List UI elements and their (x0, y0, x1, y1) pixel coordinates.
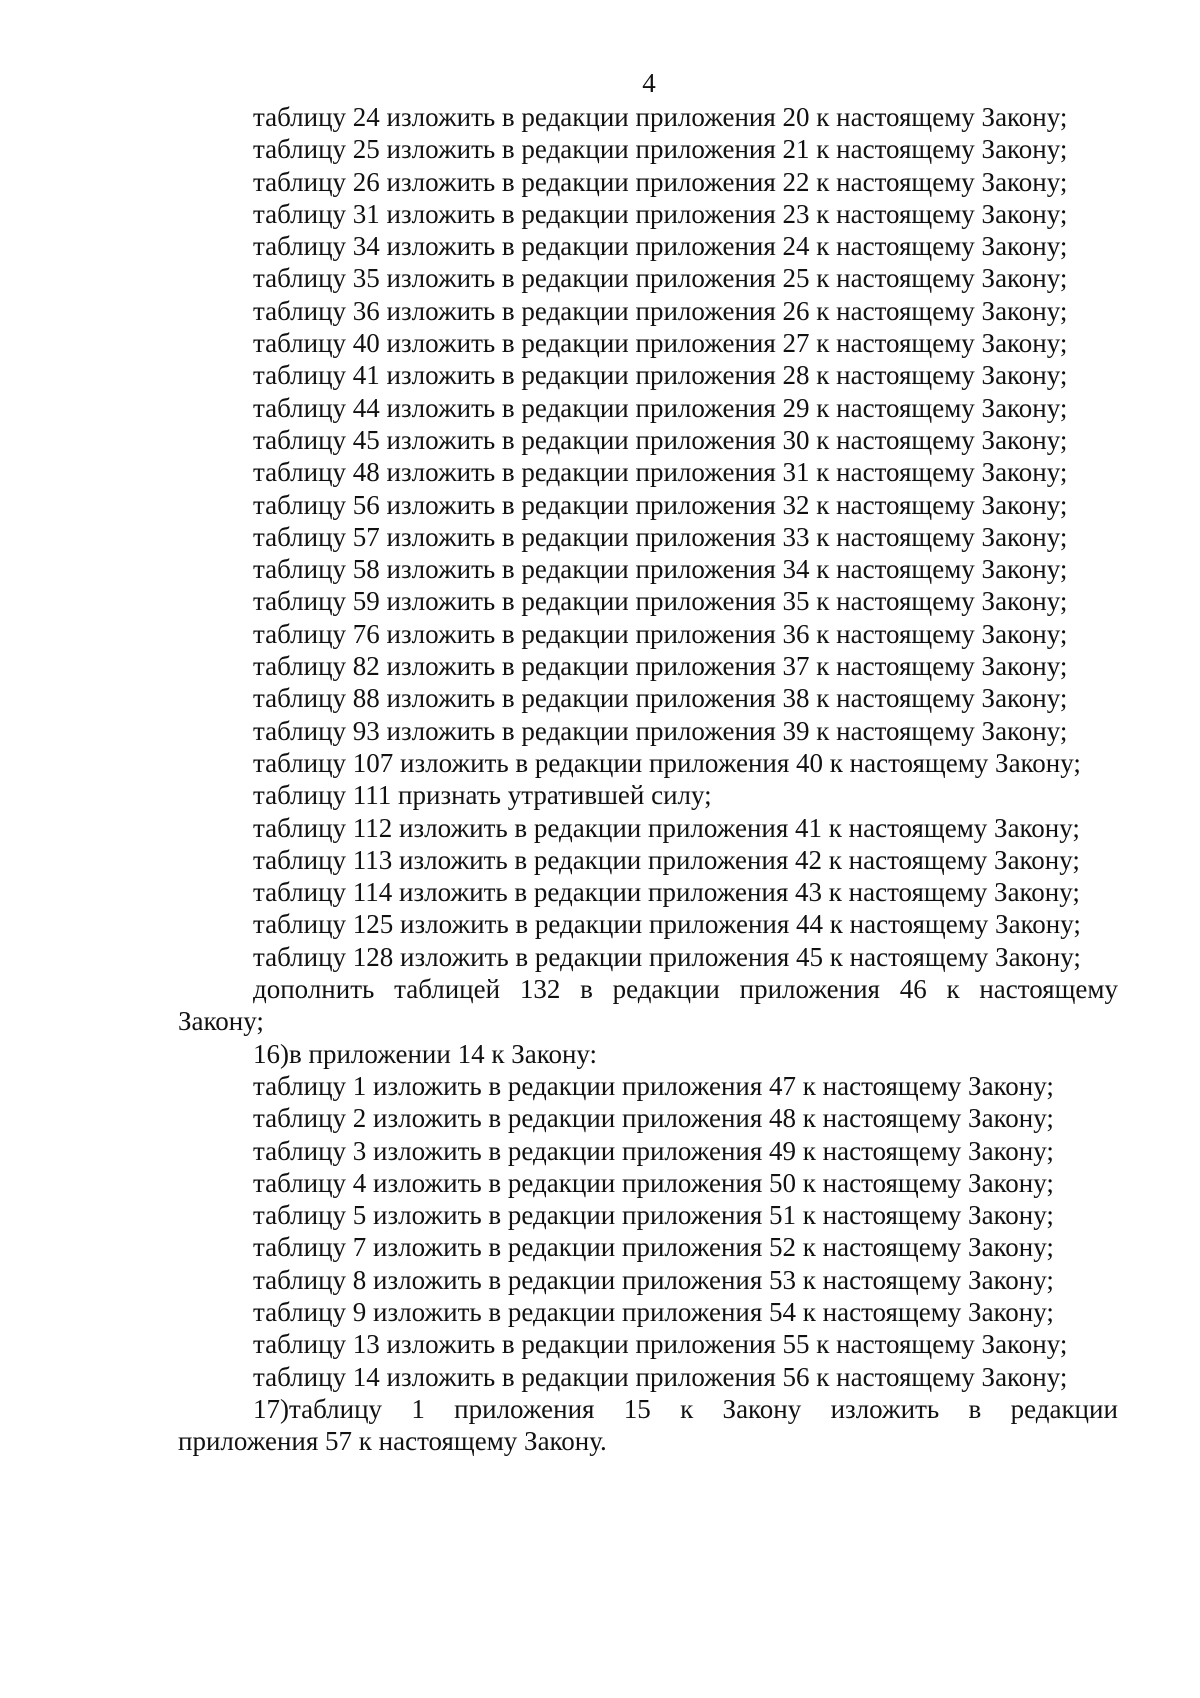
list-item: таблицу 82 изложить в редакции приложения 37 к настоящему Закону; (253, 651, 1068, 682)
list-item: таблицу 5 изложить в редакции приложения 51 к настоящему Закону; (253, 1200, 1054, 1231)
list-item: таблицу 7 изложить в редакции приложения 52 к настоящему Закону; (253, 1232, 1054, 1263)
word: таблицей (394, 974, 501, 1005)
list-item: таблицу 41 изложить в редакции приложения 28 к настоящему Закону; (253, 360, 1068, 391)
supplement-continuation: Закону; (178, 1006, 264, 1037)
word: 132 (519, 974, 561, 1005)
page-number: 4 (642, 68, 656, 98)
list-item: таблицу 40 изложить в редакции приложения 27 к настоящему Закону; (253, 328, 1068, 359)
list-item: таблицу 128 изложить в редакции приложения 45 к настоящему Закону; (253, 941, 1081, 972)
list-item: таблицу 57 изложить в редакции приложения 33 к настоящему Закону; (253, 521, 1068, 552)
list-item: таблицу 36 изложить в редакции приложения 26 к настоящему Закону; (253, 295, 1068, 326)
list-item: таблицу 24 изложить в редакции приложения 20 к настоящему Закону; (253, 102, 1068, 132)
word: 46 (899, 974, 927, 1005)
word: Закону (722, 1393, 802, 1424)
list-item: таблицу 14 изложить в редакции приложения 56 к настоящему Закону; (253, 1361, 1068, 1392)
word: дополнить (253, 974, 375, 1005)
list-item: таблицу 56 изложить в редакции приложения 32 к настоящему Закону; (253, 489, 1068, 520)
list-item: таблицу 114 изложить в редакции приложения 43 к настоящему Закону; (253, 877, 1080, 908)
item-17-line (178, 1393, 1118, 1425)
list-item: таблицу 93 изложить в редакции приложения 39 к настоящему Закону; (253, 715, 1068, 746)
table-amendments-list (178, 101, 1118, 973)
list-item: таблицу 125 изложить в редакции приложения 44 к настоящему Закону; (253, 909, 1081, 940)
word: настоящему (979, 974, 1118, 1005)
list-item: таблицу 45 изложить в редакции приложения 30 к настоящему Закону; (253, 424, 1068, 455)
list-item: таблицу 112 изложить в редакции приложения 41 к настоящему Закону; (253, 812, 1080, 843)
list-item: таблицу 34 изложить в редакции приложения 24 к настоящему Закону; (253, 231, 1068, 262)
list-item: таблицу 26 изложить в редакции приложения 22 к настоящему Закону; (253, 166, 1068, 197)
list-item: таблицу 107 изложить в редакции приложения 40 к настоящему Закону; (253, 747, 1081, 778)
word: приложения (454, 1393, 595, 1424)
item-16-heading: 16)в приложении 14 к Закону: (253, 1038, 598, 1069)
word: приложения (739, 974, 880, 1005)
list-item: таблицу 113 изложить в редакции приложения 42 к настоящему Закону; (253, 844, 1080, 875)
list-item: таблицу 58 изложить в редакции приложения 34 к настоящему Закону; (253, 554, 1068, 585)
word: 1 (411, 1393, 425, 1424)
word: редакции (612, 974, 720, 1005)
list-item: таблицу 31 изложить в редакции приложения 23 к настоящему Закону; (253, 198, 1068, 229)
list-item: таблицу 4 изложить в редакции приложения 50 к настоящему Закону; (253, 1167, 1054, 1198)
word: изложить (830, 1393, 940, 1424)
word: 17)таблицу (253, 1393, 383, 1424)
list-item: таблицу 88 изложить в редакции приложения 38 к настоящему Закону; (253, 683, 1068, 714)
word: к (680, 1393, 694, 1424)
list-item: таблицу 35 изложить в редакции приложения 25 к настоящему Закону; (253, 263, 1068, 294)
word: в (580, 974, 593, 1005)
word: редакции (1010, 1393, 1118, 1424)
list-item: таблицу 13 изложить в редакции приложения 55 к настоящему Закону; (253, 1329, 1068, 1360)
supplement-line (178, 973, 1118, 1005)
list-item: таблицу 76 изложить в редакции приложения 36 к настоящему Закону; (253, 618, 1068, 649)
list-item: таблицу 2 изложить в редакции приложения 48 к настоящему Закону; (253, 1103, 1054, 1134)
word: в (968, 1393, 982, 1424)
word: к (946, 974, 960, 1005)
list-item: таблицу 3 изложить в редакции приложения 49 к настоящему Закону; (253, 1135, 1054, 1166)
list-item: таблицу 25 изложить в редакции приложения 21 к настоящему Закону; (253, 134, 1068, 165)
appendix-14-amendments-list (178, 1070, 1118, 1393)
list-item: таблицу 111 признать утратившей силу; (253, 780, 712, 811)
list-item: таблицу 8 изложить в редакции приложения 53 к настоящему Закону; (253, 1264, 1054, 1295)
list-item: таблицу 1 изложить в редакции приложения 47 к настоящему Закону; (253, 1070, 1054, 1101)
list-item: таблицу 44 изложить в редакции приложения 29 к настоящему Закону; (253, 392, 1068, 423)
item-17-continuation: приложения 57 к настоящему Закону. (178, 1426, 607, 1457)
word: 15 (623, 1393, 651, 1424)
document-body (178, 101, 1118, 1457)
list-item: таблицу 48 изложить в редакции приложения 31 к настоящему Закону; (253, 457, 1068, 488)
list-item: таблицу 9 изложить в редакции приложения 54 к настоящему Закону; (253, 1296, 1054, 1327)
list-item: таблицу 59 изложить в редакции приложения 35 к настоящему Закону; (253, 586, 1068, 617)
